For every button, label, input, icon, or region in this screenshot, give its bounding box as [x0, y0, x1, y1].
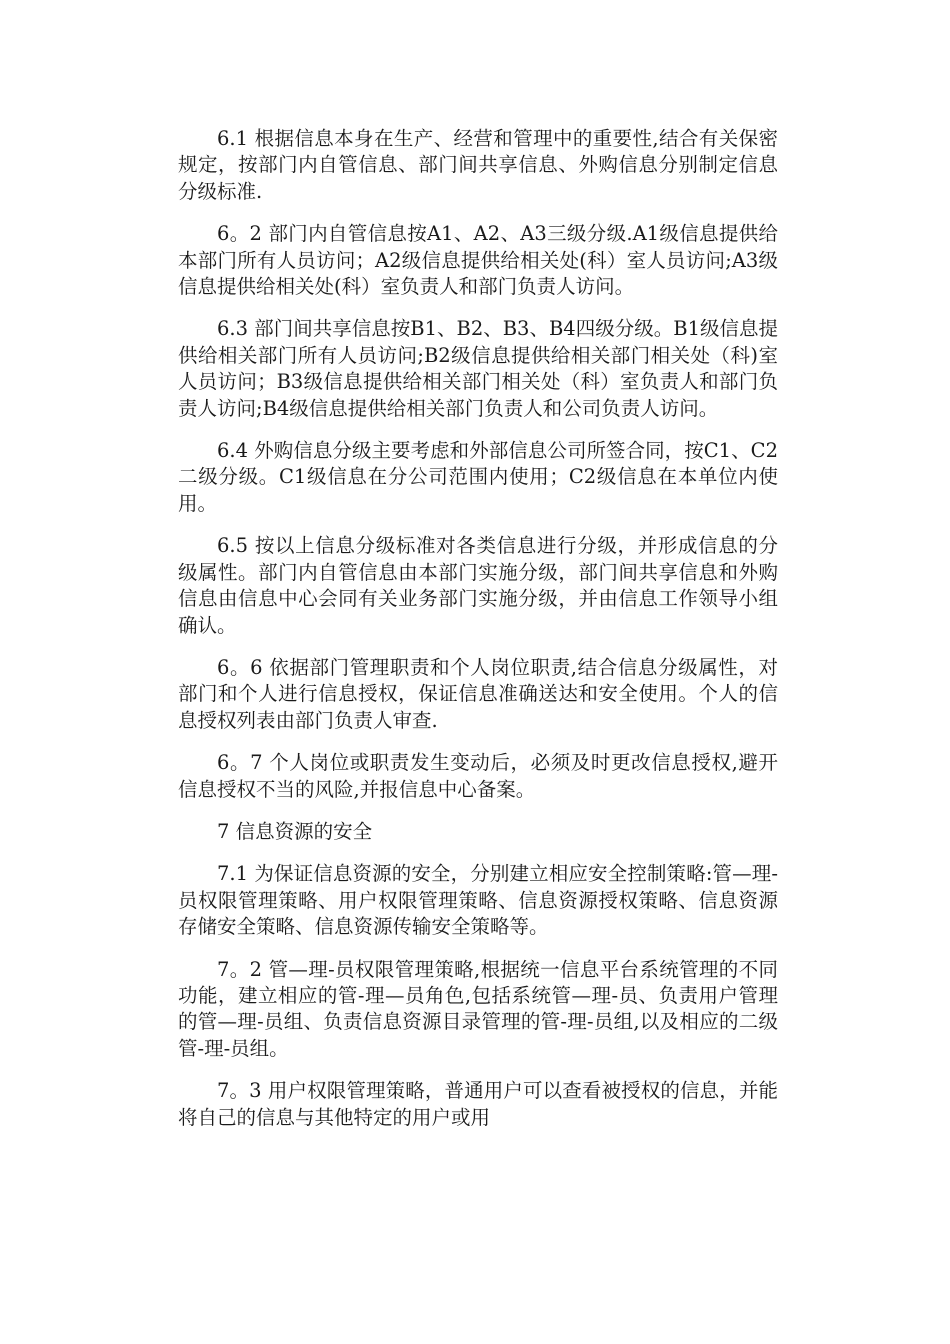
document-body	[178, 126, 778, 1147]
paragraph-6-4: 6.4 外购信息分级主要考虑和外部信息公司所签合同，按C1、C2二级分级。C1级信息在分公司范围内使用；C2级信息在本单位内使用。	[178, 439, 778, 515]
paragraph-6-5: 6.5 按以上信息分级标准对各类信息进行分级，并形成信息的分级属性。部门内自管信息由本部门实施分级，部门间共享信息和外购信息由信息中心会同有关业务部门实施分级，并由信息工作领导小组确认。	[178, 534, 778, 637]
paragraph-6-7: 6。7 个人岗位或职责发生变动后，必须及时更改信息授权,避开信息授权不当的风险,并报信息中心备案。	[178, 751, 778, 801]
paragraph-7-3: 7。3 用户权限管理策略，普通用户可以查看被授权的信息，并能将自己的信息与其他特定的用户或用	[178, 1079, 778, 1129]
paragraph-6-2: 6。2 部门内自管信息按A1、A2、A3三级分级.A1级信息提供给本部门所有人员访问；A2级信息提供给相关处(科）室人员访问;A3级信息提供给相关处(科）室负责人和部门负责人访问。	[178, 222, 778, 299]
paragraph-7-1: 7.1 为保证信息资源的安全，分别建立相应安全控制策略:管—理-员权限管理策略、用户权限管理策略、信息资源授权策略、信息资源存储安全策略、信息资源传输安全策略等。	[178, 862, 778, 939]
paragraph-7-2: 7。2 管—理-员权限管理策略,根据统一信息平台系统管理的不同功能，建立相应的管-理—员角色,包括系统管—理-员、负责用户管理的管—理-员组、负责信息资源目录管理的管-理-员组,以及相应的二级管-理-员组。	[178, 957, 778, 1060]
paragraph-6-3: 6.3 部门间共享信息按B1、B2、B3、B4四级分级。B1级信息提供给相关部门所有人员访问;B2级信息提供给相关部门相关处（科)室人员访问；B3级信息提供给相关部门相关处（科）室负责人和部门负责人访问;B4级信息提供给相关部门负责人和公司负责人访问。	[178, 317, 778, 420]
paragraph-6-1: 6.1 根据信息本身在生产、经营和管理中的重要性,结合有关保密规定，按部门内自管信息、部门间共享信息、外购信息分别制定信息分级标准.	[178, 127, 778, 203]
paragraph-6-6: 6。6 依据部门管理职责和个人岗位职责,结合信息分级属性，对部门和个人进行信息授权，保证信息准确送达和安全使用。个人的信息授权列表由部门负责人审查.	[178, 655, 778, 732]
section-heading-7: 7 信息资源的安全	[217, 819, 373, 843]
